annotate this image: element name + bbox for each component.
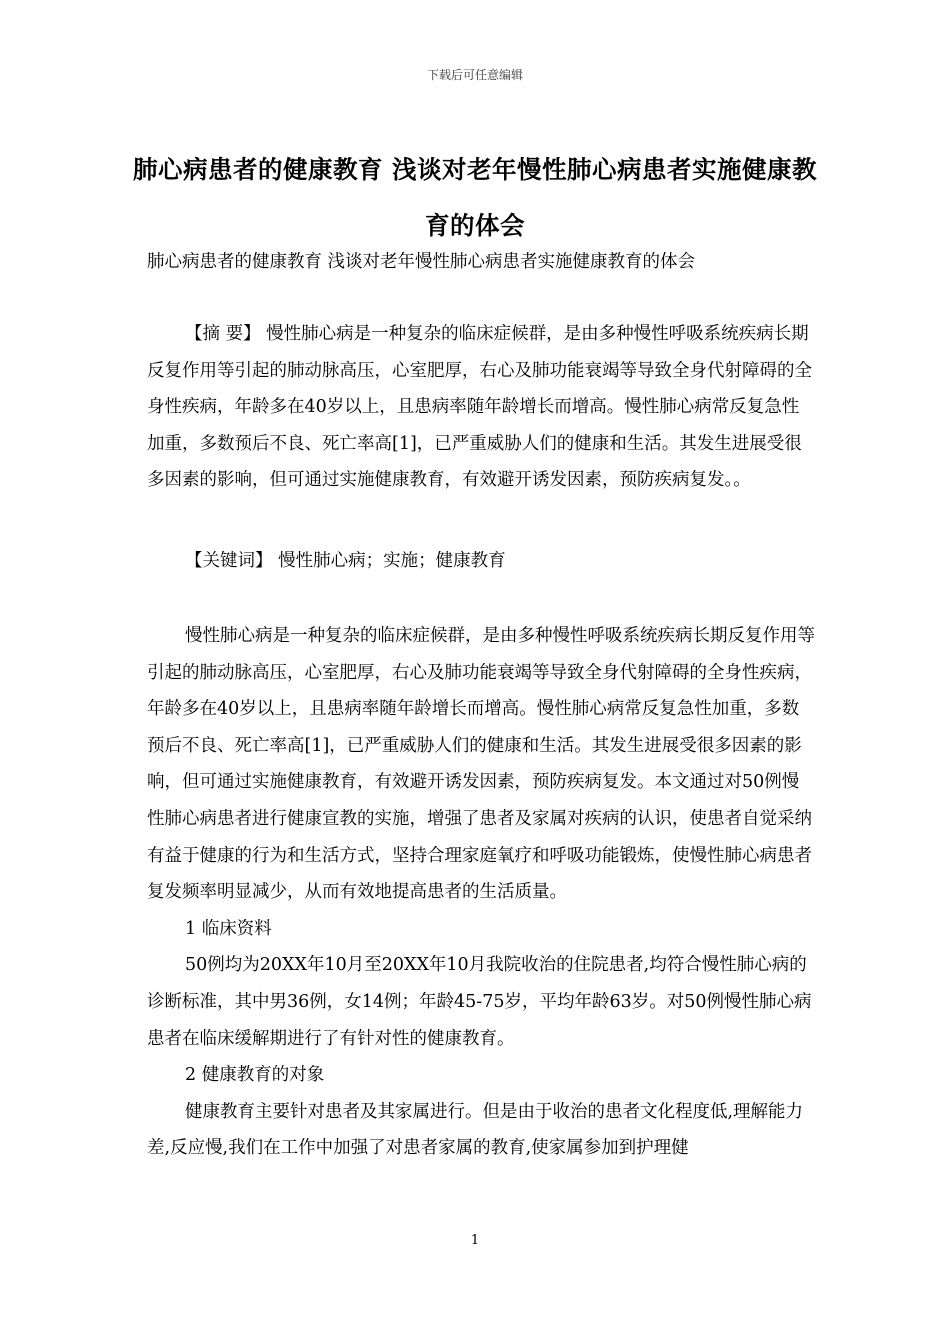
document-title: 肺心病患者的健康教育 浅谈对老年慢性肺心病患者实施健康教育的体会 — [132, 155, 818, 240]
body-text — [147, 618, 815, 1167]
abstract-text: 慢性肺心病是一种复杂的临床症候群，是由多种慢性呼吸系统疾病长期反复作用等引起的肺动脉高压，心室肥厚，右心及肺功能衰竭等导致全身代射障碍的全身性疾病，年龄多在40岁以上，且患病率随年龄增长而增高。慢性肺心病常反复急性加重，多数预后不良、死亡率高[1]，已严重威胁人们的健康和生活。其发生进展受很多因素的影响，但可通过实施健康教育，有效避开诱发因素，预防疾病复发。。 — [147, 324, 812, 491]
keywords-label: 【关键词】 — [185, 551, 273, 571]
section1-heading: 1 临床资料 — [185, 918, 272, 939]
section2-heading: 2 健康教育的对象 — [185, 1065, 325, 1086]
section2-paragraph: 健康教育主要针对患者及其家属进行。但是由于收治的患者文化程度低,理解能力差,反应慢,我们在工作中加强了对患者家属的教育,使家属参加到护理健 — [147, 1101, 804, 1159]
keywords-block — [147, 543, 815, 580]
abstract-paragraph — [147, 316, 815, 499]
abstract-block — [147, 316, 815, 499]
section1-paragraph: 50例均为20XX年10月至20XX年10月我院收治的住院患者,均符合慢性肺心病的诊断标准，其中男36例，女14例；年龄45-75岁，平均年龄63岁。对50例慢性肺心病患者在临床缓解期进行了有针对性的健康教育。 — [147, 955, 812, 1049]
keywords-text: 慢性肺心病；实施；健康教育 — [278, 551, 506, 571]
header-note: 下载后可任意编辑 — [426, 68, 523, 82]
document-subtitle: 肺心病患者的健康教育 浅谈对老年慢性肺心病患者实施健康教育的体会 — [147, 252, 696, 272]
page-number: 1 — [470, 1233, 480, 1248]
keywords-paragraph — [147, 543, 815, 580]
intro-paragraph: 慢性肺心病是一种复杂的临床症候群，是由多种慢性呼吸系统疾病长期反复作用等引起的肺动脉高压，心室肥厚，右心及肺功能衰竭等导致全身代射障碍的全身性疾病，年龄多在40岁以上，且患病率随年龄增长而增高。慢性肺心病常反复急性加重，多数预后不良、死亡率高[1]，已严重威胁人们的健康和生活。其发生进展受很多因素的影响，但可通过实施健康教育，有效避开诱发因素，预防疾病复发。本文通过对50例慢性肺心病患者进行健康宣教的实施，增强了患者及家属对疾病的认识，使患者自觉采纳有益于健康的行为和生活方式，坚持合理家庭氧疗和呼吸功能锻炼，使慢性肺心病患者复发频率明显减少，从而有效地提高患者的生活质量。 — [147, 626, 815, 903]
abstract-label: 【摘 要】 — [185, 324, 261, 344]
